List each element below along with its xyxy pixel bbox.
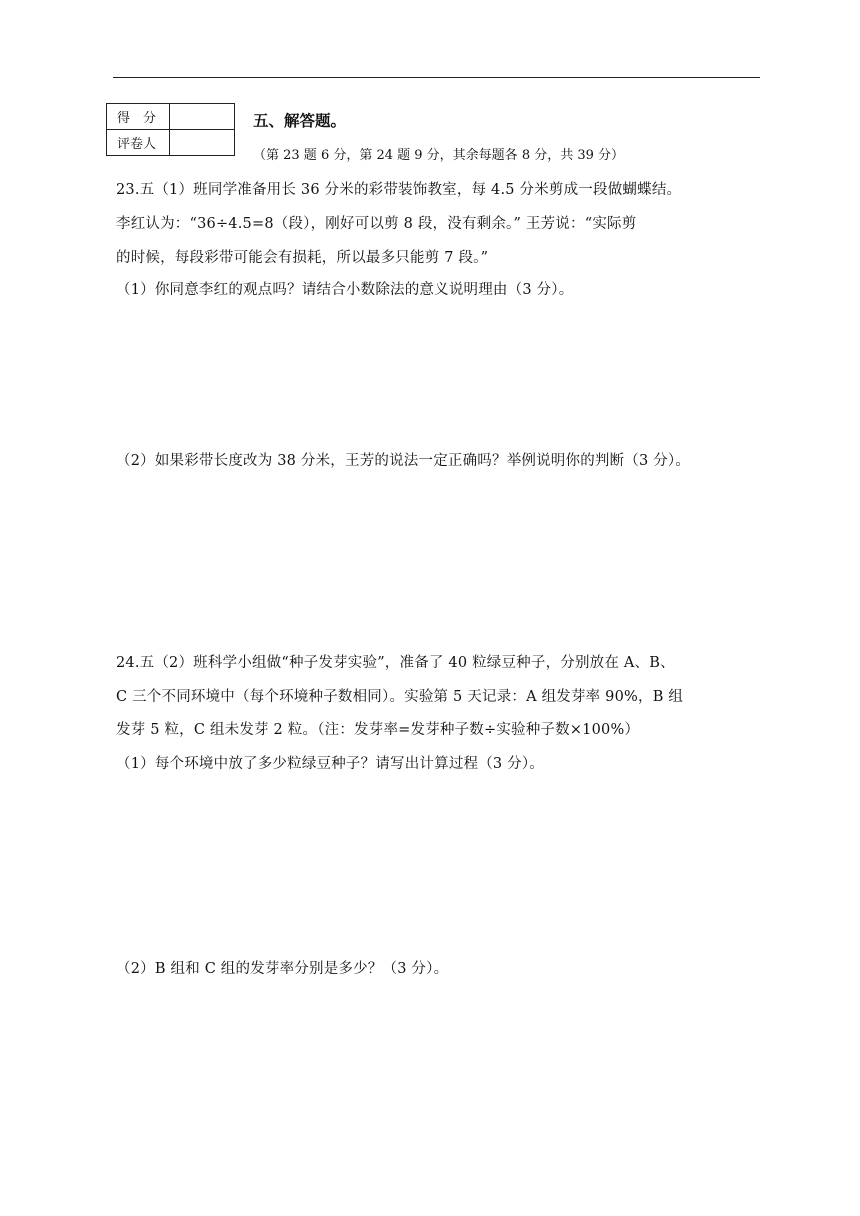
grader-field[interactable] [170, 130, 235, 156]
score-field[interactable] [170, 104, 235, 130]
header-rule [113, 77, 760, 78]
score-box [106, 103, 235, 156]
q24-sub1: （1）每个环境中放了多少粒绿豆种子？请写出计算过程（3 分）。 [116, 756, 545, 772]
q24-line-2: C 三个不同环境中（每个环境种子数相同）。实验第 5 天记录：A 组发芽率 90%，B 组 [116, 689, 684, 705]
q24-line-3: 发芽 5 粒，C 组未发芽 2 粒。（注：发芽率=发芽种子数÷实验种子数×100%） [116, 722, 640, 738]
q23-line-2: 李红认为：“36÷4.5=8（段），刚好可以剪 8 段，没有剩余。” 王芳说：“实际剪 [116, 216, 637, 232]
q23-line-3: 的时候，每段彩带可能会有损耗，所以最多只能剪 7 段。” [116, 250, 489, 266]
section-title: 五、解答题。 [253, 111, 347, 130]
q24-sub2: （2）B 组和 C 组的发芽率分别是多少？（3 分）。 [116, 961, 449, 977]
q23-sub1: （1）你同意李红的观点吗？请结合小数除法的意义说明理由（3 分）。 [116, 282, 574, 298]
q23-line-1: 23.五（1）班同学准备用长 36 分米的彩带装饰教室，每 4.5 分米剪成一段做蝴蝶结。 [116, 182, 682, 198]
score-label: 得 分 [107, 104, 170, 130]
q23-sub2: （2）如果彩带长度改为 38 分米，王芳的说法一定正确吗？举例说明你的判断（3 分）。 [116, 453, 691, 469]
grader-label: 评卷人 [107, 130, 170, 156]
q24-line-1: 24.五（2）班科学小组做“种子发芽实验”，准备了 40 粒绿豆种子，分别放在 A、B、 [116, 655, 675, 671]
section-note: （第 23 题 6 分，第 24 题 9 分，其余每题各 8 分，共 39 分） [253, 148, 625, 163]
